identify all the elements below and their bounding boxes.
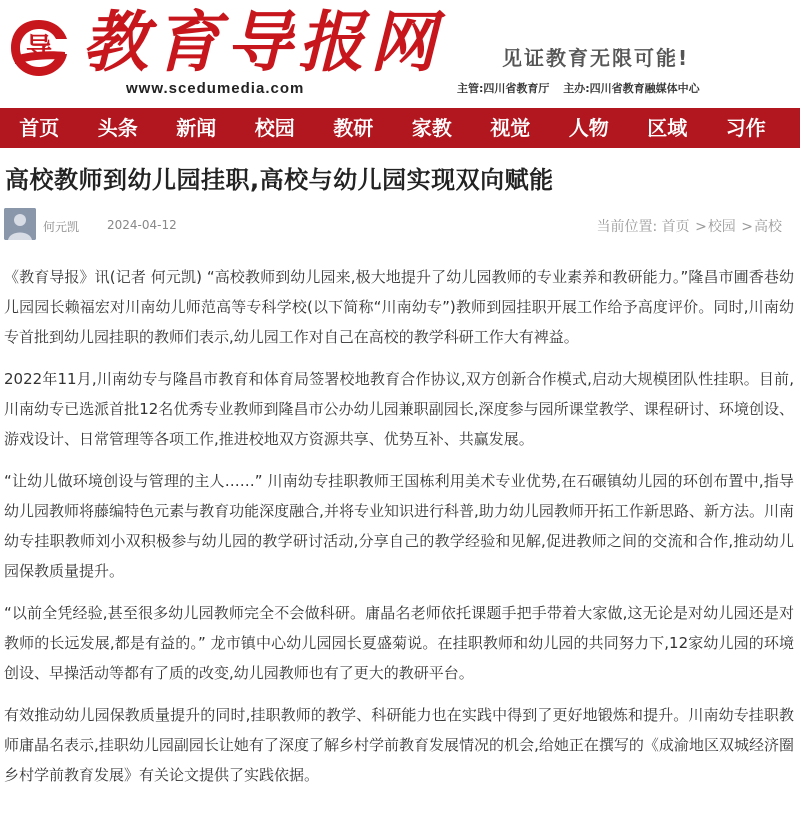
nav-item-family[interactable]: 家教 bbox=[411, 116, 452, 140]
article-paragraph: “让幼儿做环境创设与管理的主人……” 川南幼专挂职教师王国栋利用美术专业优势,在石碾镇幼儿园的环创布置中,指导幼儿园教师将藤编特色元素与教育功能深度融合,并将专业知识进行科普,助力幼儿园教师开拓工作新思路、新方法。川南幼专挂职教师刘小双积极参与幼儿园的教学研讨活动,分享自己的教学经验和见解,促进教师之间的交流和合作,推动幼儿园保教质量提升。 bbox=[4, 472, 794, 580]
svg-text:导: 导 bbox=[25, 33, 53, 63]
site-header bbox=[0, 0, 800, 108]
article-paragraph: 有效推动幼儿园保教质量提升的同时,挂职教师的教学、科研能力也在实践中得到了更好地锻炼和提升。川南幼专挂职教师庸晶名表示,挂职幼儿园副园长让她有了深度了解乡村学前教育发展情况的机会,给她正在撰写的《成渝地区双城经济圈乡村学前教育发展》有关论文提供了实践依据。 bbox=[4, 706, 794, 784]
breadcrumb-separator: > bbox=[695, 219, 707, 235]
nav-item-home[interactable]: 首页 bbox=[19, 116, 60, 140]
nav-item-writing[interactable]: 习作 bbox=[725, 116, 766, 140]
nav-item-research[interactable]: 教研 bbox=[333, 116, 374, 140]
breadcrumb-home[interactable]: 首页 bbox=[661, 219, 690, 235]
breadcrumb-campus[interactable]: 校园 bbox=[707, 219, 736, 235]
breadcrumb-label: 当前位置: bbox=[596, 219, 658, 235]
article-body bbox=[4, 262, 794, 802]
sponsor-supervisor: 主管:四川省教育厅 bbox=[457, 82, 550, 95]
article-meta bbox=[0, 206, 800, 244]
author-name[interactable]: 何元凯 bbox=[43, 220, 80, 234]
breadcrumb bbox=[596, 216, 782, 236]
logo-icon[interactable] bbox=[7, 16, 71, 80]
publish-date: 2024-04-12 bbox=[107, 218, 177, 232]
sponsor-info bbox=[457, 80, 710, 96]
author-avatar bbox=[4, 208, 36, 240]
main-nav bbox=[0, 108, 800, 148]
breadcrumb-university[interactable]: 高校 bbox=[754, 219, 782, 235]
article-paragraph: “以前全凭经验,甚至很多幼儿园教师完全不会做科研。庸晶名老师依托课题手把手带着大家做,这无论是对幼儿园还是对教师的长远发展,都是有益的。” 龙市镇中心幼儿园园长夏盛菊说。在挂职教师和幼儿园的共同努力下,12家幼儿园的环境创设、早操活动等都有了质的改变,幼儿园教师也有了更大的教研平台。 bbox=[4, 604, 794, 682]
nav-item-people[interactable]: 人物 bbox=[568, 116, 609, 140]
nav-item-visual[interactable]: 视觉 bbox=[490, 116, 531, 140]
article-paragraph: 《教育导报》讯(记者 何元凯) “高校教师到幼儿园来,极大地提升了幼儿园教师的专业素养和教研能力。”隆昌市圃香巷幼儿园园长赖福宏对川南幼儿师范高等专科学校(以下简称“川南幼专”)教师到园挂职开展工作给予高度评价。同时,川南幼专首批到幼儿园挂职的教师们表示,幼儿园工作对自己在高校的教学科研工作大有裨益。 bbox=[4, 268, 794, 346]
site-slogan: 见证教育无限可能! bbox=[502, 46, 690, 70]
nav-item-region[interactable]: 区域 bbox=[647, 116, 688, 140]
breadcrumb-separator: > bbox=[741, 219, 753, 235]
nav-item-news[interactable]: 新闻 bbox=[176, 116, 217, 140]
nav-item-headlines[interactable]: 头条 bbox=[97, 116, 138, 140]
site-logo-title[interactable]: 教育导报网 bbox=[82, 3, 442, 81]
site-url: www.scedumedia.com bbox=[126, 80, 305, 97]
article-title: 高校教师到幼儿园挂职,高校与幼儿园实现双向赋能 bbox=[5, 166, 554, 194]
sponsor-organizer: 主办:四川省教育融媒体中心 bbox=[563, 82, 700, 95]
article-paragraph: 2022年11月,川南幼专与隆昌市教育和体育局签署校地教育合作协议,双方创新合作模式,启动大规模团队性挂职。目前,川南幼专已选派首批12名优秀专业教师到隆昌市公办幼儿园兼职副园长,深度参与园所课堂教学、课程研讨、环境创设、游戏设计、日常管理等各项工作,推进校地双方资源共享、优势互补、共赢发展。 bbox=[4, 370, 794, 448]
nav-item-campus[interactable]: 校园 bbox=[254, 116, 295, 140]
